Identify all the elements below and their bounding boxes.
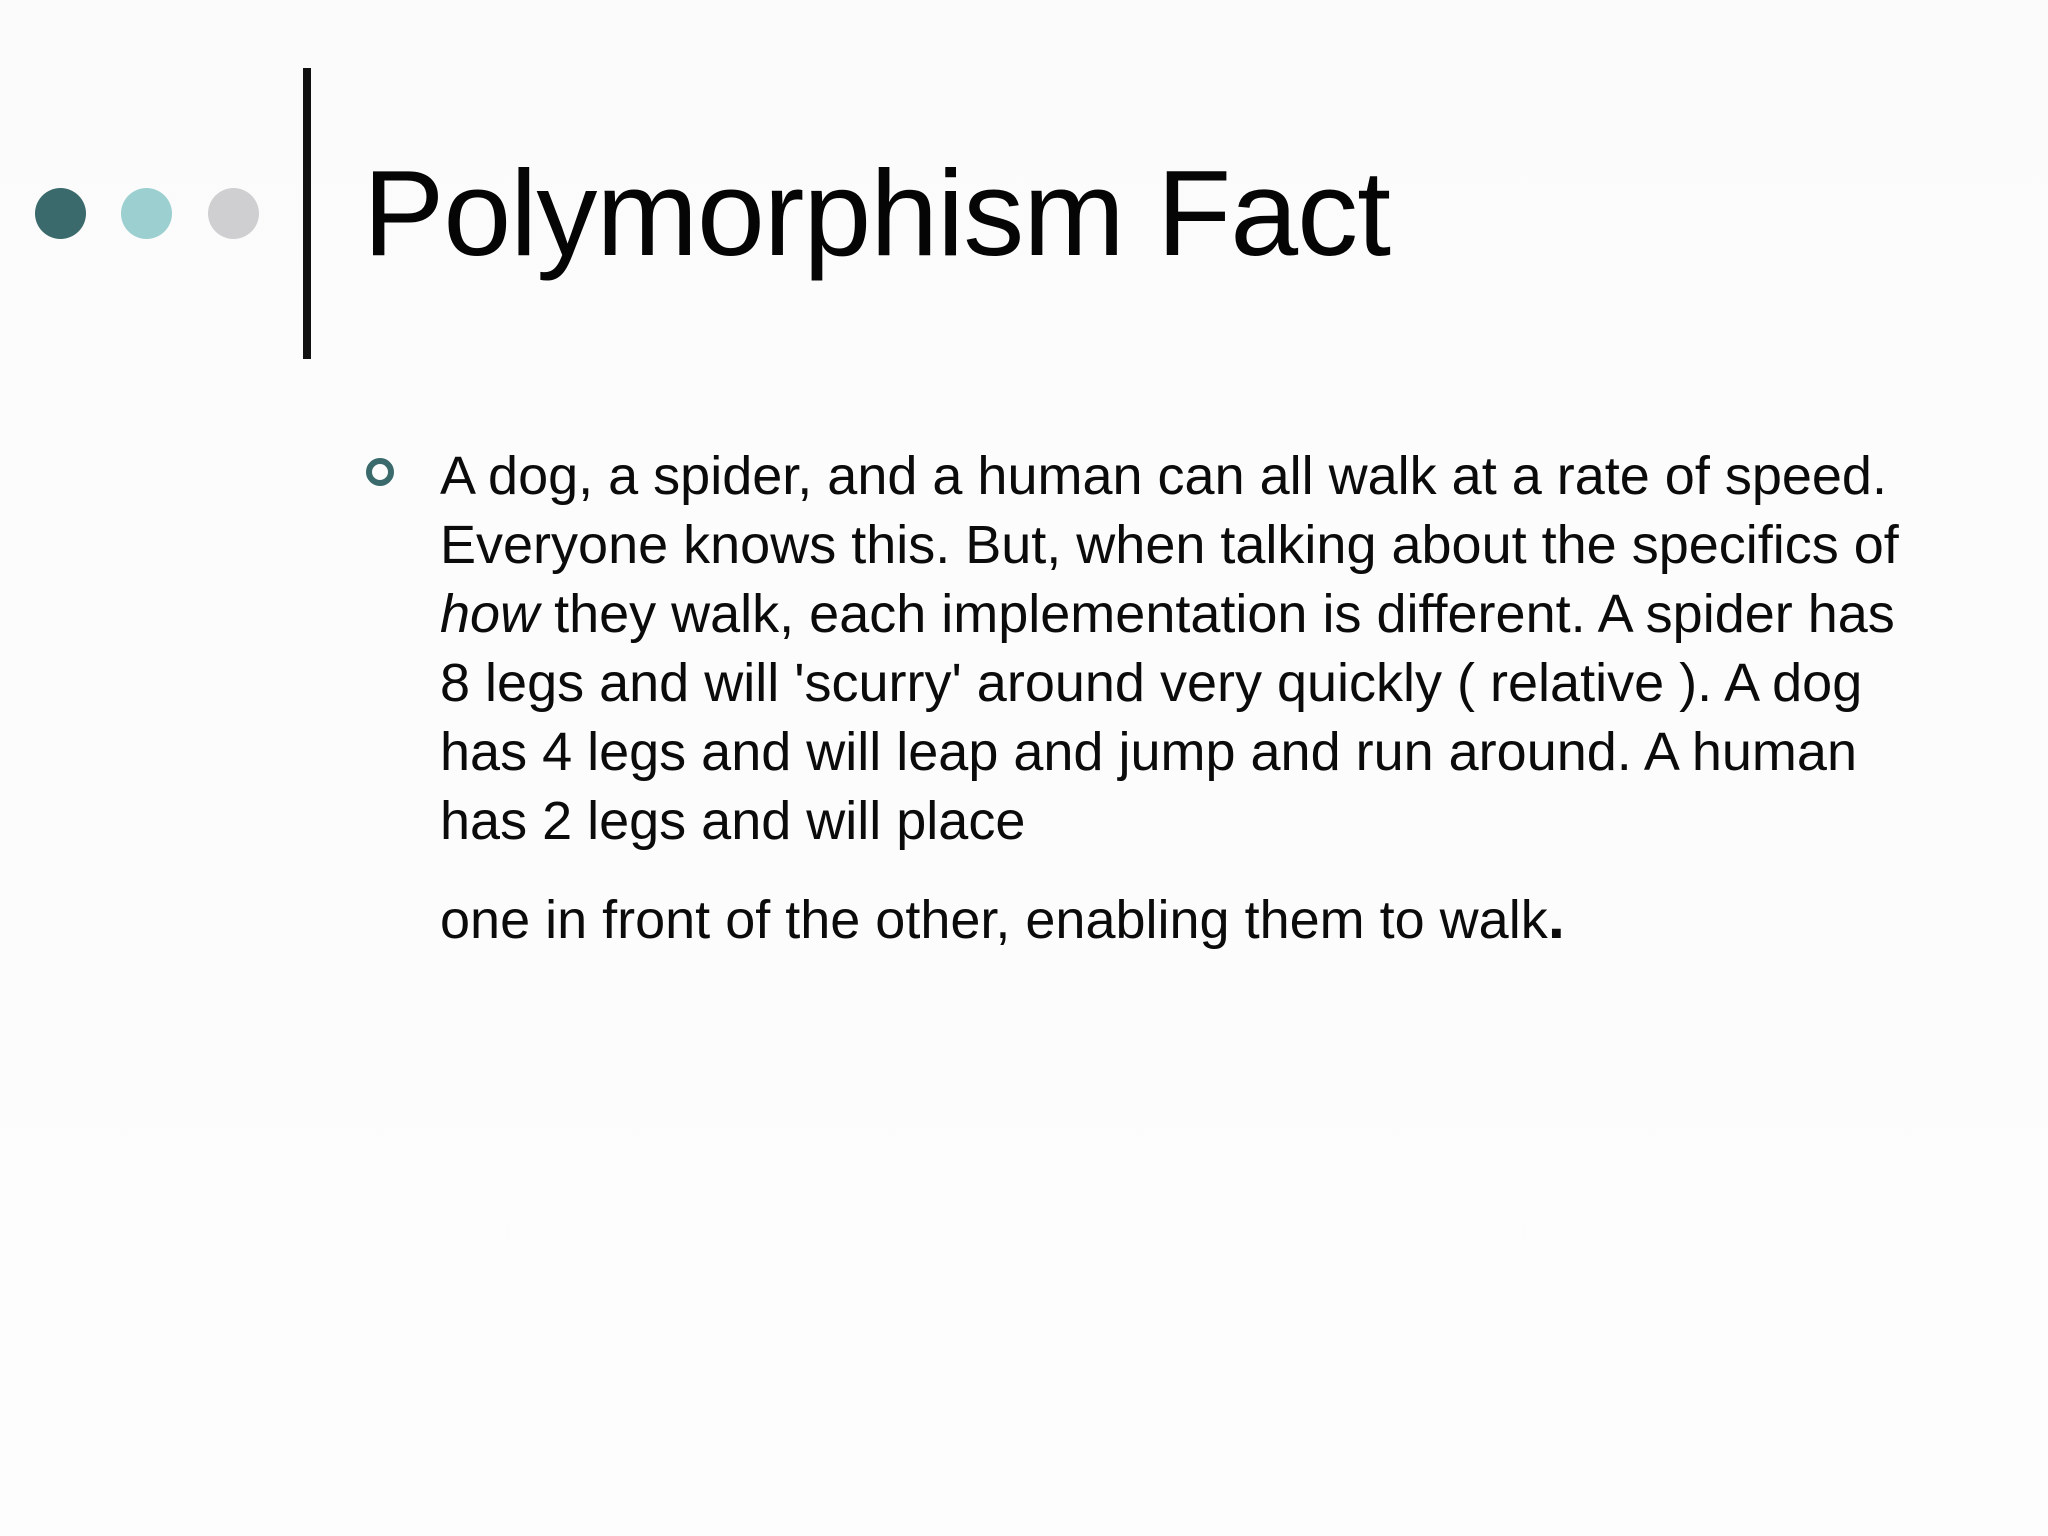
bullet-text-part: A dog, a spider, and a human can all walk at a rate of speed. Everyone knows this. But, when talking about the specifics of (440, 446, 1899, 575)
bullet-text-part: one in front of the other, enabling them to walk (440, 890, 1548, 950)
bullet-final-period: . (1547, 883, 1565, 952)
slide-title: Polymorphism Fact (363, 145, 1391, 281)
decorative-dot-dark (35, 188, 86, 239)
hollow-circle-bullet-icon (366, 458, 394, 486)
bullet-text (440, 442, 1930, 955)
bullet-text-part: they walk, each implementation is different. A spider has 8 legs and will 'scurry' around very quickly ( relative ). A dog has 4 legs and will leap and jump and run around. A human has 2 legs and will place (440, 584, 1895, 851)
decorative-dot-teal (121, 188, 172, 239)
bullet-text-emphasis: how (440, 584, 540, 644)
title-divider-rule (303, 68, 311, 359)
decorative-dot-gray (208, 188, 259, 239)
bullet-list (365, 442, 1925, 955)
bullet-text-last-line (440, 883, 1565, 955)
bullet-item (365, 442, 1925, 955)
